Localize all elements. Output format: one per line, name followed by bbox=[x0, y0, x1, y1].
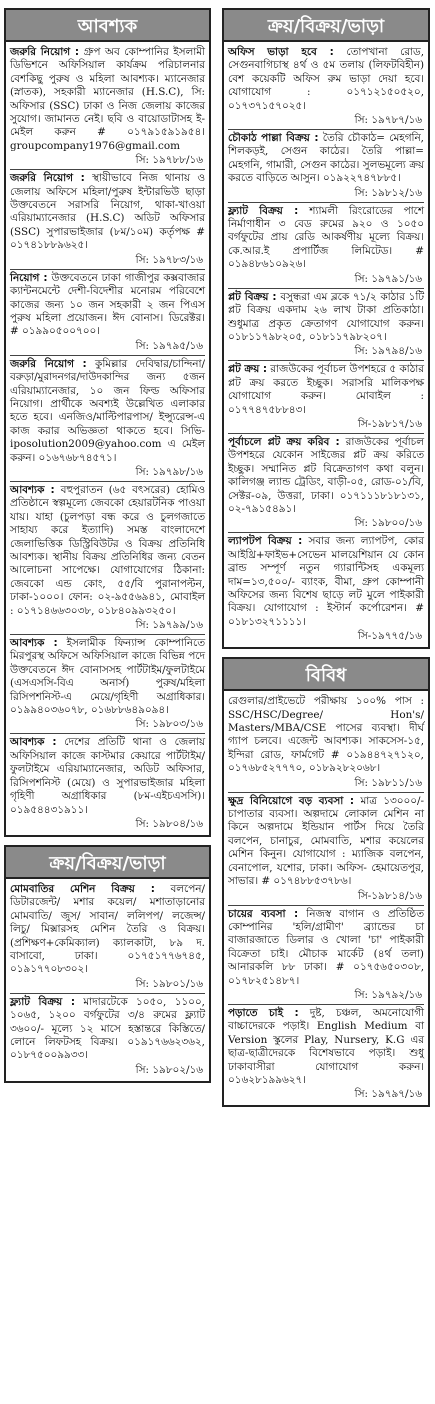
left-column bbox=[4, 8, 211, 1083]
ad-item bbox=[228, 434, 424, 533]
ad-item bbox=[228, 1005, 424, 1103]
ad-item bbox=[228, 289, 424, 362]
ad-title: ফ্ল্যাট বিক্রয় : bbox=[10, 995, 75, 1008]
ad-ref: সি: ১৯৮০১/১৬ bbox=[135, 977, 203, 990]
ad-title: ল্যাপটপ বিক্রয় : bbox=[228, 535, 303, 548]
section-header-wanted: আবশ্যক bbox=[4, 8, 211, 42]
ad-item bbox=[10, 270, 205, 356]
ad-item bbox=[10, 44, 205, 170]
ad-body: রাজউকের পূর্বাচল উপশহরে ৫ কাঠার প্লট ক্রয় করতে ইচ্ছুক। সরাসরি মালিকপক্ষ যোগাযোগ করুন। মোবাইল : ০১৭৭৪৭৫৮৮৪৩। bbox=[228, 363, 424, 416]
ad-body: বলপেন/ডিটারজেন্ট/ মশার কয়েল/ মশাতাড়ানোর মোমবাতি/ জুস/ সাবান/ ললিপপ/ লজেন্স/ লিচু/ মিক্সারসহ মেশিন তৈরি ও বিক্রয়। (প্রশিক্ষণ+কেমিক্যাল) ক্যালকাটা, ৮৯ দ. বাসাবো, ঢাকা। ০১৭৫১৭৭৬৭৪৫, ০১৯১৭৭০৮৩০২। bbox=[10, 882, 205, 976]
ad-item bbox=[10, 635, 205, 734]
ad-body: স্থায়ীভাবে নিজ থানায় ও জেলায় অফিসে মহিলা/পুরুষ ইন্টারভিউ ছাড়া উক্তবেতনে সরাসরি নিয়োগ, থাকা-খাওয়া এরিয়াম্যানেজার (H.S.C) অডিট অফিসার (SSC) সুপারভাইজার (৮ম/১০ম) কর্তৃপক্ষ # ০১৭৪১৮৮৯৬২৫। bbox=[10, 172, 205, 252]
ad-body: বহুপুরাতন (৬৫ বৎসরের) হোমিও প্রতিষ্ঠানে স্বল্পমূল্যে জেবকো হেয়ারটনিক পাওয়া যায়। যাহা (চুলপড়া বন্ধ করে ও চুলগজাতে সাহায্য করে ইত্যাদি) সমস্ত বাংলাদেশে জেলাভিত্তিক ডিস্ট্রিবিউটর ও বিক্রয় প্রতিনিধি আবশ্যক। স্থানীয় বিক্রয় প্রতিনিধির জন্য বেতন আলোচনা সাপেক্ষে। যোগাযোগের ঠিকানা: জেবকো এন্ড কোং, ৫৫/বি পুরানাপল্টন, ঢাকা-১০০০। ফোন: ০২-৯৫৫৬৯৪১, মোবাইল : ০১৭১৪৬৬৩০৩৮, ০১৮৪০৯৯৩২৫০। bbox=[10, 483, 205, 617]
ad-item bbox=[228, 793, 424, 906]
ad-body: দুষ্ট, চঞ্চল, অমনোযোগী বাচ্চাদেরকে পড়াই। English Medium বা Version স্কুলের Play, Nursery, K.G এর ছাত্র-ছাত্রীদেরকে বিশেষভাবে পড়াই। শুধু ঢাকাবাসীরা যোগাযোগ করুন। ০১৬২৮১৯৯৬২৭। bbox=[228, 1006, 425, 1086]
ad-item bbox=[10, 734, 205, 832]
ad-body: মাত্র ১৩০০০/- চাপাতার ব্যবসা। অল্পদামে লোকাল মেশিন না কিনে অল্পদামে ইন্ডিয়ান পার্টস দিয়ে তৈরি বলপেন, চানাচুর, মোমবাতি, মশার কয়েলের মেশিন কিনুন। যোগাযোগ : ম্যাজিক বলপেন, বেনাপোল, যশোর, ঢাকা। অফিস- হেমায়েতপুর, সাভার। # ০১৭৪৮৮৫৩৭৮৬। bbox=[228, 794, 424, 888]
ad-body: রেগুলার/প্রাইভেটে পরীক্ষায় ১০০% পাস : SSC/HSC/Degree/ Hon's/ Masters/MBA/CSE পাসের ব্যবস্থা। দীর্ঘ গ্যাপ চলবে। এজেন্ট আবশ্যক। সাকসেস-১৫, ইন্দিরা রোড, ফার্মগেট # ০১৯৪৪৭২৭১২০, ০১৭৬৮৫২৭৭৭০, ০১৮৯২৮২০৬৮। bbox=[228, 695, 424, 775]
ad-ref: সি: ১৯৮০০/১৬ bbox=[354, 517, 422, 530]
ad-item bbox=[10, 482, 205, 635]
ad-ref: সি: ১৯৮১১/১৬ bbox=[354, 776, 422, 789]
ad-item bbox=[228, 906, 424, 1005]
ad-ref: সি: ১৯৭৯৮/১৬ bbox=[135, 465, 203, 478]
ad-item bbox=[228, 361, 424, 434]
ad-title: প্লট বিক্রয় : bbox=[228, 290, 277, 303]
ad-item bbox=[228, 693, 424, 792]
section-header-miscellaneous: বিবিধ bbox=[222, 657, 430, 691]
ads-box-wanted bbox=[4, 42, 211, 837]
ad-ref: সি-১৯৮১৭/১৬ bbox=[357, 417, 422, 430]
ad-item bbox=[228, 203, 424, 289]
ad-body: মাদারটেকে ১০৫০, ১১০০, ১০৬৫, ১২০০ বর্গফুটের ৩/৪ রুমের ফ্ল্যাট ৩৬০০/- মূল্যে ১২ মাসে হস্তান্তরে কিস্তিতে/ লোনে লিফটসহ বিক্রয়। ০১৯১৭৬৬২৩৬২, ০১৮৭৫০০৯৯৩৩। bbox=[10, 995, 205, 1062]
ad-title: অফিস ভাড়া হবে : bbox=[228, 46, 334, 58]
ad-title: পূর্বাচলে প্লট ক্রয় করিব : bbox=[228, 435, 340, 448]
ad-title: জরুরি নিয়োগ : bbox=[10, 172, 85, 185]
ad-ref: সি: ১৯৭৯৫/১৬ bbox=[135, 339, 203, 352]
ad-ref: সি: ১৯৮০২/১৬ bbox=[135, 1063, 203, 1076]
ad-body: কুমিল্লার দেবিদ্বার/চান্দিনা/বরুড়া/মুরাদনগর/দাউদকান্দির জন্য ৫জন এরিয়াম্যানেজার, ১০ জন ফিল্ড অফিসার নিয়োগ। প্রার্থীকে অবশ্যই উল্লেখিত এলাকার হতে হবে। এনজিও/মাল্টিপারপাস/ ইন্স্যুরেন্স-এ কাজ করার অভিজ্ঞতা থাকতে হবে। সিভি- iposolution2009@yahoo.com এ মেইল করুন। ০১৬৭৬৮৭৪৫৭১। bbox=[10, 357, 205, 464]
ad-body: সবার জন্য ল্যাপটপ, কোর আইথ্রি+ফাইভ+সেভেন মালয়েশিয়ান যে কোন ব্রান্ড সম্পূর্ণ নতুন গ্যারান্টিসহ একমূল্য দাম=১৩,৫০০/- ব্যাংক, বীমা, গ্রুপ কোম্পানী অফিসের জন্য বিশেষ ছাড়ে লট মুলে পাইকারী বিক্রয়। যোগাযোগ : ইস্টার্ন কর্পোরেশন। # ০১৮১৩২৭১১১১। bbox=[228, 535, 424, 628]
ad-title: জরুরি নিয়োগ : bbox=[10, 357, 87, 370]
ad-body: উক্তবেতনে ঢাকা গাজীপুর কক্সবাজার ক্যান্টনমেন্টে দেশী-বিদেশীর মনোরম পরিবেশে কাজের জন্য ১০ জন সহকারী ২ জন পিএস পুরুষ মহিলা প্রয়োজন। ঈদ বোনাস। ডিরেক্টর। # ০১৯৯০৫০০৭০০। bbox=[10, 271, 205, 338]
ad-item bbox=[228, 130, 424, 203]
section-header-buy-sell-rent: ক্রয়/বিক্রয়/ভাড়া bbox=[4, 845, 211, 879]
ad-item bbox=[228, 44, 424, 130]
ad-item bbox=[10, 994, 205, 1079]
ad-title: মোমবাতির মেশিন বিক্রয় : bbox=[10, 882, 155, 895]
ad-ref: সি: ১৯৭৮৮/১৬ bbox=[135, 154, 203, 167]
ad-ref: সি: ১৯৭৯৭/১৬ bbox=[354, 1088, 422, 1101]
ad-title: আবশ্যক : bbox=[10, 483, 55, 496]
ad-title: প্লট ক্রয় : bbox=[228, 363, 267, 376]
ad-title: আবশ্যক : bbox=[10, 736, 57, 749]
ad-title: জরুরি নিয়োগ : bbox=[10, 46, 80, 58]
ad-ref: সি-১৯৭৭৫/১৬ bbox=[357, 630, 422, 643]
ad-body: বসুন্ধরা এম ব্লকে ৭১/২ কাঠার ১টি প্লট বিক্রয় একদাম ২৬ লাখ টাকা প্রতিকাঠা। শুধুমাত্র প্রকৃত ক্রেতাগণ যোগাযোগ করুন। ০১৮১১৭৯৮২০৫, ০১৮১১৭৯৮২০৭। bbox=[228, 290, 424, 343]
ad-ref: সি: ১৯৭৮৩/১৬ bbox=[135, 253, 203, 266]
ad-ref: সি: ১৯৭৯৪/১৬ bbox=[354, 345, 422, 358]
ad-item bbox=[10, 881, 205, 994]
ad-ref: সি: ১৯৭৮৭/১৬ bbox=[354, 114, 422, 127]
section-header-buy-sell-rent-right: ক্রয়/বিক্রয়/ভাড়া bbox=[222, 8, 430, 42]
ad-item bbox=[10, 356, 205, 482]
ad-body: ইসলামীক ফিন্যান্স কোম্পানিতে মিরপুরস্থ অফিসে অফিসিয়াল কাজে বিভিন্ন পদে উক্তবেতনে ঈদ বোনাসসহ পার্টটাইম/ফুলটাইমে (এসএসসি-বিএ অনার্স) পুরুষ/মহিলা রিসিপশনিস্ট-এ মেয়ে/গৃহিণী অগ্রাধিকার। ০১৯৯৪০৩৬০৭৮, ০১৬৮৮৬৪৯০৯৪। bbox=[10, 637, 206, 717]
ad-title: নিয়োগ : bbox=[10, 271, 48, 284]
ad-body: শ্যামলী রিংরোডের পাশে নির্মাণাধীন ৩ বেড রুমের ৯২০ ও ১০৫০ বর্গফুটের প্রায় রেডি আকর্ষণীয় মূল্যে বিক্রয়। কে.আর.ই প্রপার্টিজ লিমিটেড। # ০১৯৪৮৬১০৯২৬। bbox=[228, 204, 424, 271]
ad-body: নিজস্ব বাগান ও প্রতিষ্ঠিত কোম্পানির 'হলি/গ্রামীণ' ব্র্যান্ডের চা বাজারজাতে ডিলার ও খোলা 'চা' পাইকারী বিক্রেতা চাই। মৌচাক মার্কেট (৪র্থ তলা) আনারকলি ৮৮ ঢাকা। # ০১৭৫৬৫০৩০৮, ০১৭৮২৫১৪৮৭। bbox=[228, 907, 424, 987]
ad-ref: সি-১৯৮১৪/১৬ bbox=[357, 889, 422, 902]
ad-body: রাজউকের পূর্বাচল উপশহরে যেকোন সাইজের প্লট ক্রয় করিতে ইচ্ছুক। সম্মানিত প্লট বিক্রেতাগণ কথা বলুন। কালিগঞ্জ ল্যান্ড ট্রেডিং, বাড়ী-০৫, রোড-০১/বি, সেক্টর-০৯, উত্তরা, ঢাকা। ০১৭১১১৮১৮১৩১, ০২-৭৯১৫৪৯১। bbox=[228, 435, 424, 515]
ad-title: পড়াতে চাই : bbox=[228, 1006, 299, 1019]
ad-body: গ্রুপ অব কোম্পানির ইসলামী ডিভিশনে অফিসিয়াল কার্যক্রম পরিচালনার বেশকিছু পুরুষ ও মহিলা আবশ্যক। ম্যানেজার (স্নাতক), সহকারী ম্যানেজার (H.S.C), সি: অফিসার (SSC) ঢাকা ও নিজ জেলায় কাজের সুযোগ। জামানত নেই। ছবি ও বায়োডাটাসহ ই-মেইল করুন # ০১৭৯১৫৯১৯৫৪। groupcompany1976@gmail.com bbox=[10, 46, 206, 152]
ads-box-buy-sell-rent-right bbox=[222, 42, 430, 649]
ad-ref: সি: ১৯৮০৪/১৬ bbox=[135, 817, 203, 830]
ad-item bbox=[228, 533, 424, 645]
ad-ref: সি: ১৯৮০৩/১৬ bbox=[135, 718, 203, 731]
ad-ref: সি: ১৯৭৯১/১৬ bbox=[354, 272, 422, 285]
ad-title: ফ্ল্যাট বিক্রয় : bbox=[228, 204, 299, 217]
ad-ref: সি: ১৯৭৯৯/১৬ bbox=[135, 619, 203, 632]
ad-body: তৈরি চৌকাঠ= মেহগনি, শিলকড়ই, সেগুন কাঠের। তৈরি পাল্লা= মেহগনি, গামারী, সেগুন কাঠের। সুলভমূল্যে ক্রয় করতে বাড়িতে আসুন। ০১৯২২৭৪৭৮৮৫। bbox=[228, 132, 424, 185]
ad-title: ক্ষুদ্র বিনিয়োগে বড় ব্যবসা : bbox=[228, 794, 355, 807]
ad-title: চৌকাঠ পাল্লা বিক্রয় : bbox=[228, 132, 319, 145]
ads-box-miscellaneous bbox=[222, 691, 430, 1107]
right-column bbox=[222, 8, 430, 1107]
ad-title: চায়ের ব্যবসা : bbox=[228, 907, 299, 920]
ads-box-buy-sell-rent bbox=[4, 879, 211, 1083]
ad-body: তোপখানা রোড, সেগুনবাগিচাস্থ ৪র্থ ও ৫ম তলায় (লিফটবিহীন) বেশ কয়েকটি অফিস রুম ভাড়া দেয়া হবে। যোগাযোগ : ০১৭১২১৫০৫২০, ০১৭৩৭১৫৭০২৫। bbox=[228, 46, 424, 112]
ad-item bbox=[10, 170, 205, 269]
ad-ref: সি: ১৯৮১২/১৬ bbox=[354, 186, 422, 199]
ad-body: দেশের প্রতিটি থানা ও জেলায় অফিসিয়াল কাজে কাস্টমার কেয়ারে পার্টটাইম/ফুলটাইমে এরিয়াম্যানেজার, অডিট অফিসার, রিসিপশনিস্ট (মেয়ে) ও সুপারভাইজার মহিলা গৃহিণী অগ্রাধিকার (৮ম-এইচএসসি)। ০১৯৫৪৪৩১৯১১। bbox=[10, 736, 206, 816]
ad-title: আবশ্যক : bbox=[10, 637, 58, 650]
ad-ref: সি: ১৯৭৯২/১৬ bbox=[354, 988, 422, 1001]
